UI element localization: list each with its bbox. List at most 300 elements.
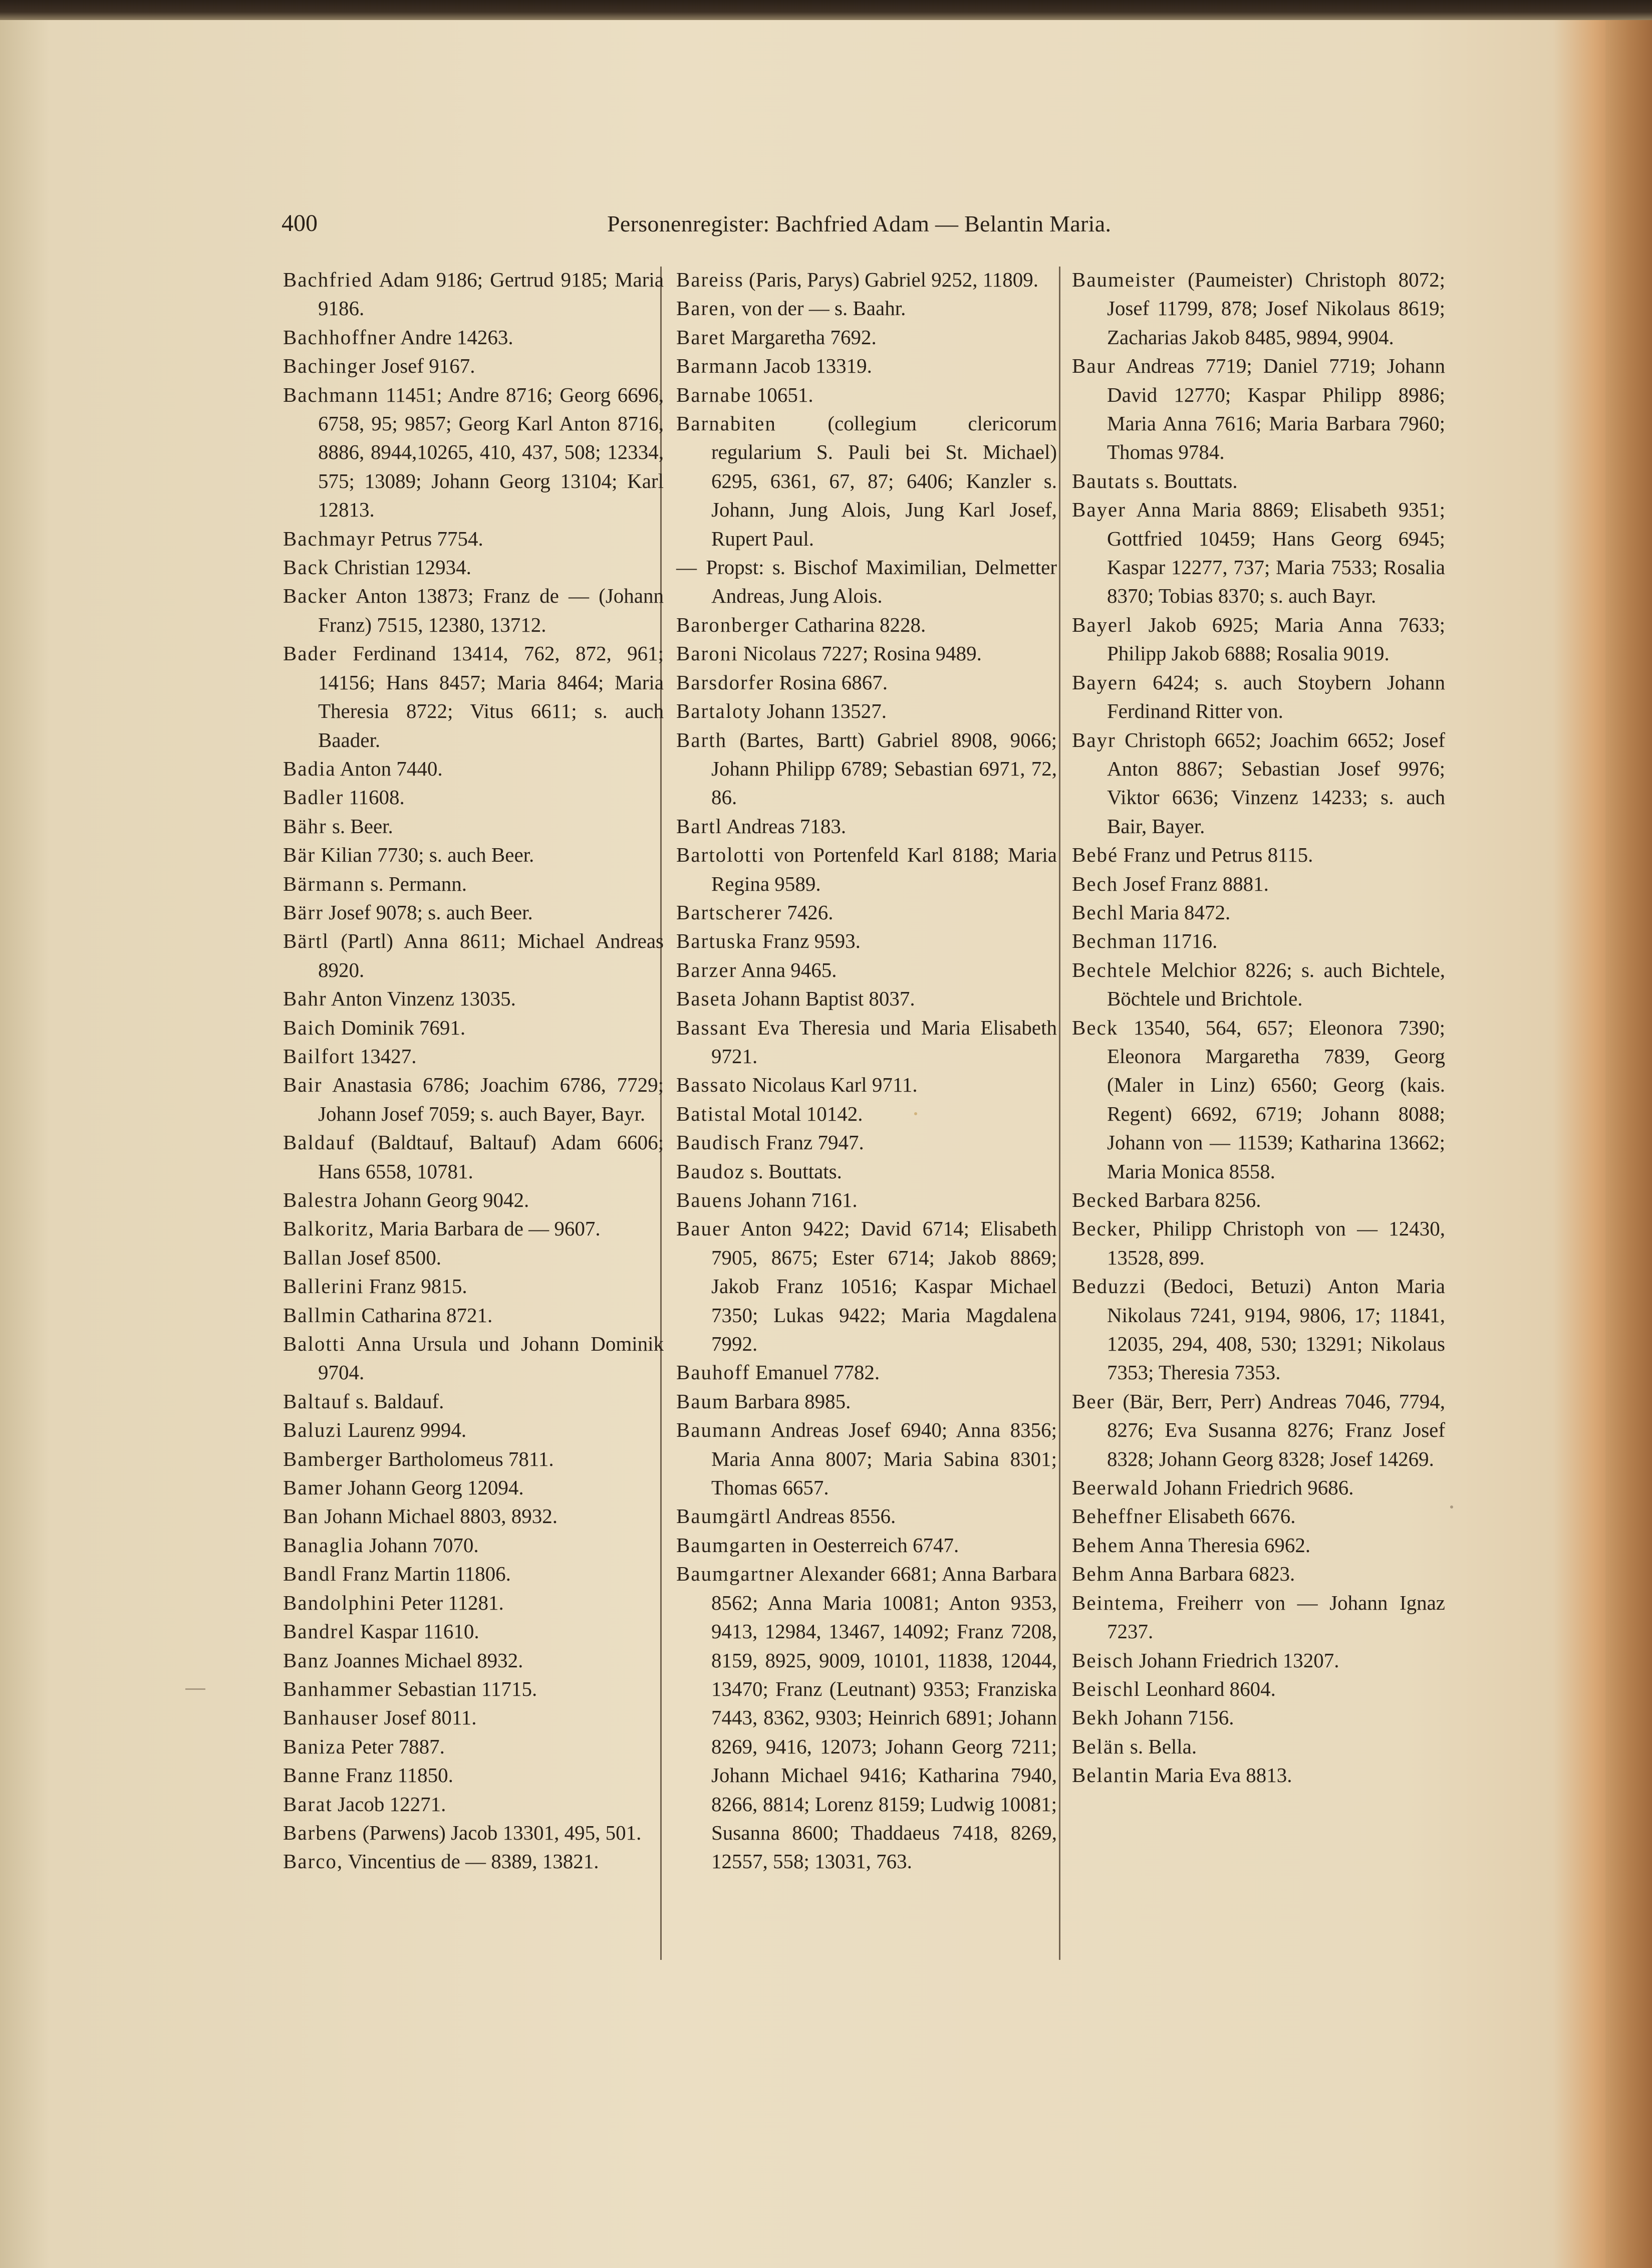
entry-references: Johann Georg 9042. bbox=[363, 1188, 529, 1211]
index-entry bbox=[1072, 1473, 1445, 1502]
entry-headword: Bekh bbox=[1072, 1706, 1120, 1729]
index-entry bbox=[676, 381, 1057, 409]
entry-references: Josef 8011. bbox=[384, 1706, 477, 1729]
index-entry bbox=[283, 1560, 664, 1588]
index-entry bbox=[676, 294, 1057, 323]
entry-references: Laurenz 9994. bbox=[348, 1418, 467, 1442]
entry-headword: Bayerl bbox=[1072, 613, 1133, 636]
entry-references: Johann 7156. bbox=[1124, 1706, 1234, 1729]
entry-headword: Bader bbox=[283, 642, 337, 665]
entry-references: Maria Eva 8813. bbox=[1155, 1763, 1292, 1787]
entry-references: s. Beer. bbox=[332, 814, 393, 838]
index-entry bbox=[283, 1847, 664, 1876]
entry-references: Josef Franz 8881. bbox=[1123, 872, 1269, 895]
index-entry bbox=[283, 1014, 664, 1042]
index-entry bbox=[1072, 611, 1445, 668]
index-entry bbox=[676, 898, 1057, 927]
entry-headword: Bayern bbox=[1072, 670, 1138, 694]
entry-headword: Bebé bbox=[1072, 843, 1119, 867]
entry-headword: Baldauf bbox=[283, 1131, 355, 1154]
entry-headword: Baren, bbox=[676, 297, 737, 320]
entry-references: 11451; Andre 8716; Georg 6696, 6758, 95; 9857; Georg Karl Anton 8716, 8886, 8944,10265, 410, 437, 508; 12334, 575; 13089; Johann Georg 13104; Karl 12813. bbox=[318, 383, 664, 522]
entry-references: Catharina 8721. bbox=[361, 1303, 493, 1327]
entry-headword: Behem bbox=[1072, 1533, 1136, 1557]
entry-headword: Bartl bbox=[676, 814, 722, 838]
index-entry bbox=[283, 1387, 664, 1416]
entry-references: (Bär, Berr, Perr) Andreas 7046, 7794, 8276; Eva Susanna 8276; Franz Josef 8328; Johann Georg 8328; Josef 14269. bbox=[1107, 1389, 1446, 1470]
entry-references: Kilian 7730; s. auch Beer. bbox=[321, 843, 534, 867]
entry-headword: — bbox=[676, 556, 698, 579]
index-entry bbox=[1072, 1732, 1445, 1761]
entry-headword: Bech bbox=[1072, 872, 1119, 895]
entry-references: Petrus 7754. bbox=[380, 527, 483, 550]
index-entry bbox=[1072, 266, 1445, 352]
entry-references: Josef 9167. bbox=[381, 354, 475, 378]
index-entry bbox=[676, 1100, 1057, 1128]
entry-headword: Baumgarten bbox=[676, 1533, 787, 1557]
entry-headword: Barzer bbox=[676, 958, 737, 981]
index-entry bbox=[283, 1502, 664, 1531]
entry-headword: Baltauf bbox=[283, 1389, 351, 1413]
index-entry bbox=[676, 352, 1057, 380]
entry-references: Anna Theresia 6962. bbox=[1139, 1533, 1311, 1557]
entry-references: Margaretha 7692. bbox=[731, 325, 877, 349]
entry-references: Catharina 8228. bbox=[794, 613, 926, 636]
index-entry bbox=[1072, 352, 1445, 467]
entry-references: Maria 8472. bbox=[1130, 900, 1231, 924]
index-entry bbox=[676, 1358, 1057, 1387]
entry-headword: Ballerini bbox=[283, 1275, 364, 1298]
entry-headword: Bärr bbox=[283, 900, 324, 924]
entry-headword: Bachmayr bbox=[283, 527, 376, 550]
index-entry bbox=[283, 841, 664, 869]
index-entry bbox=[283, 1071, 664, 1128]
entry-references: Franz 9593. bbox=[762, 929, 861, 953]
entry-references: Peter 7887. bbox=[351, 1734, 445, 1758]
entry-references: Anton 7440. bbox=[340, 757, 443, 780]
index-entry bbox=[676, 927, 1057, 955]
entry-references: 7426. bbox=[787, 900, 834, 924]
entry-references: Propst: s. Bischof Maximilian, Delmetter Andreas, Jung Alois. bbox=[706, 556, 1057, 608]
entry-references: Barbara 8256. bbox=[1145, 1188, 1261, 1211]
index-entry bbox=[1072, 841, 1445, 869]
entry-headword: Baumgartner bbox=[676, 1562, 795, 1586]
entry-references: Rosina 6867. bbox=[779, 670, 888, 694]
entry-headword: Beheffner bbox=[1072, 1504, 1163, 1528]
entry-references: Peter 11281. bbox=[400, 1591, 504, 1614]
entry-references: Dominik 7691. bbox=[341, 1016, 466, 1039]
index-entry bbox=[1072, 1675, 1445, 1703]
entry-headword: Ban bbox=[283, 1504, 320, 1528]
entry-references: Andreas 7719; Daniel 7719; Johann David 12770; Kaspar Philipp 8986; Maria Anna 7616; Maria Barbara 7960; Thomas 9784. bbox=[1107, 354, 1445, 464]
entry-references: Jacob 12271. bbox=[338, 1792, 446, 1816]
index-entry bbox=[676, 1071, 1057, 1099]
entry-references: Motal 10142. bbox=[752, 1102, 863, 1125]
entry-headword: Barsdorfer bbox=[676, 670, 774, 694]
entry-references: Nicolaus Karl 9711. bbox=[752, 1073, 918, 1097]
entry-references: Anastasia 6786; Joachim 6786, 7729; Johann Josef 7059; s. auch Bayer, Bayr. bbox=[318, 1073, 664, 1125]
index-entry bbox=[1072, 898, 1445, 927]
entry-headword: Beischl bbox=[1072, 1677, 1141, 1700]
entry-references: Anna Barbara 6823. bbox=[1129, 1562, 1295, 1586]
index-entry bbox=[676, 1128, 1057, 1157]
index-entry bbox=[283, 754, 664, 783]
entry-references: Freiherr von — Johann Ignaz 7237. bbox=[1107, 1591, 1445, 1643]
entry-headword: Baich bbox=[283, 1016, 336, 1039]
index-entry bbox=[676, 984, 1057, 1013]
page-number: 400 bbox=[282, 210, 318, 236]
index-entry bbox=[283, 1761, 664, 1790]
entry-headword: Bandrel bbox=[283, 1620, 355, 1643]
entry-headword: Baluzi bbox=[283, 1418, 343, 1442]
entry-references: Franz 11850. bbox=[346, 1763, 453, 1787]
entry-headword: Baudoz bbox=[676, 1159, 745, 1183]
entry-references: Franz Martin 11806. bbox=[342, 1562, 511, 1586]
entry-references: Johann 13527. bbox=[766, 699, 887, 723]
entry-references: Johann Michael 8803, 8932. bbox=[324, 1504, 558, 1528]
entry-headword: Belantin bbox=[1072, 1763, 1150, 1787]
entry-references: Johann Baptist 8037. bbox=[742, 987, 915, 1011]
entry-references: Anton Vinzenz 13035. bbox=[331, 987, 516, 1011]
ink-smudge bbox=[185, 1688, 205, 1690]
entry-headword: Bärtl bbox=[283, 929, 329, 953]
index-entry bbox=[1072, 956, 1445, 1014]
entry-headword: Belän bbox=[1072, 1734, 1125, 1758]
entry-headword: Ballmin bbox=[283, 1303, 357, 1327]
entry-references: s. Bouttats. bbox=[1146, 469, 1238, 492]
index-entry bbox=[676, 841, 1057, 898]
index-entry bbox=[283, 812, 664, 841]
entry-references: Vincentius de — 8389, 13821. bbox=[348, 1850, 599, 1873]
entry-headword: Bamer bbox=[283, 1476, 343, 1499]
index-entry bbox=[283, 1445, 664, 1473]
entry-headword: Banhauser bbox=[283, 1706, 379, 1729]
index-entry bbox=[283, 1416, 664, 1444]
index-entry bbox=[1072, 1502, 1445, 1531]
index-entry bbox=[1072, 1531, 1445, 1560]
entry-headword: Baudisch bbox=[676, 1131, 761, 1154]
entry-references: Ferdinand 13414, 762, 872, 961; 14156; Hans 8457; Maria 8464; Maria Theresia 8722; Vitus 6611; s. auch Baader. bbox=[318, 642, 664, 751]
entry-references: Franz und Petrus 8115. bbox=[1123, 843, 1313, 867]
entry-headword: Bachinger bbox=[283, 354, 377, 378]
entry-references: (Partl) Anna 8611; Michael Andreas 8920. bbox=[318, 929, 664, 981]
entry-headword: Balotti bbox=[283, 1332, 346, 1356]
entry-references: s. Bella. bbox=[1130, 1734, 1197, 1758]
entry-headword: Balkoritz, bbox=[283, 1217, 375, 1240]
entry-headword: Barnabe bbox=[676, 383, 752, 406]
index-entry bbox=[676, 323, 1057, 352]
index-entry bbox=[676, 1014, 1057, 1071]
ink-smudge bbox=[914, 1112, 917, 1115]
entry-headword: Baroni bbox=[676, 642, 738, 665]
column-divider bbox=[1059, 267, 1060, 1960]
index-entry bbox=[283, 381, 664, 525]
index-entry bbox=[676, 409, 1057, 553]
entry-headword: Barbens bbox=[283, 1821, 358, 1844]
entry-headword: Bechman bbox=[1072, 929, 1157, 953]
entry-references: von der — s. Baahr. bbox=[741, 297, 906, 320]
entry-headword: Banaglia bbox=[283, 1533, 364, 1557]
entry-headword: Beck bbox=[1072, 1016, 1119, 1039]
entry-headword: Bareiss bbox=[676, 268, 744, 291]
index-entry bbox=[676, 266, 1057, 294]
entry-headword: Baronberger bbox=[676, 613, 790, 636]
index-entry bbox=[283, 525, 664, 553]
entry-headword: Bartuska bbox=[676, 929, 757, 953]
entry-references: (Baldtauf, Baltauf) Adam 6606; Hans 6558, 10781. bbox=[318, 1131, 664, 1183]
index-entry bbox=[1072, 1761, 1445, 1790]
page-edge-shadow bbox=[1605, 20, 1652, 2268]
entry-references: Anton 9422; David 6714; Elisabeth 7905, 8675; Ester 6714; Jakob 8869; Jakob Franz 10516; Kaspar Michael 7350; Lukas 9422; Maria Magdalena 7992. bbox=[711, 1217, 1057, 1356]
entry-references: Jakob 6925; Maria Anna 7633; Philipp Jakob 6888; Rosalia 9019. bbox=[1107, 613, 1445, 665]
index-entry bbox=[1072, 668, 1445, 726]
entry-headword: Bayer bbox=[1072, 498, 1126, 522]
index-entry bbox=[1072, 1387, 1445, 1473]
entry-references: Andreas 8556. bbox=[776, 1504, 896, 1528]
index-entry bbox=[283, 582, 664, 639]
entry-headword: Bartscherer bbox=[676, 900, 782, 924]
entry-references: Johann Georg 12094. bbox=[348, 1476, 524, 1499]
index-entry bbox=[1072, 495, 1445, 611]
index-entry bbox=[676, 1531, 1057, 1560]
entry-references: s. Baldauf. bbox=[355, 1389, 444, 1413]
entry-headword: Bähr bbox=[283, 814, 327, 838]
entry-headword: Bassant bbox=[676, 1016, 747, 1039]
entry-references: Christoph 6652; Joachim 6652; Josef Anton 8867; Sebastian Josef 9976; Viktor 6636; Vinzenz 14233; s. auch Bair, Bayer. bbox=[1107, 728, 1445, 838]
entry-headword: Bärmann bbox=[283, 872, 366, 895]
entry-headword: Becker, bbox=[1072, 1217, 1142, 1240]
entry-headword: Bauer bbox=[676, 1217, 730, 1240]
entry-references: in Oesterreich 6747. bbox=[791, 1533, 959, 1557]
entry-references: Franz 9815. bbox=[369, 1275, 467, 1298]
entry-references: Kaspar 11610. bbox=[360, 1620, 479, 1643]
entry-references: (Parwens) Jacob 13301, 495, 501. bbox=[362, 1821, 642, 1844]
entry-references: Anna Ursula und Johann Dominik 9704. bbox=[318, 1332, 664, 1384]
index-entry bbox=[283, 783, 664, 812]
entry-references: 11608. bbox=[349, 786, 405, 809]
index-entry bbox=[283, 1330, 664, 1387]
entry-headword: Bechtele bbox=[1072, 958, 1152, 981]
entry-headword: Bachmann bbox=[283, 383, 379, 406]
entry-headword: Beer bbox=[1072, 1389, 1115, 1413]
index-entry bbox=[1072, 870, 1445, 898]
entry-headword: Barat bbox=[283, 1792, 333, 1816]
entry-headword: Bailfort bbox=[283, 1044, 355, 1068]
entry-references: Philipp Christoph von — 12430, 13528, 899. bbox=[1107, 1217, 1446, 1269]
entry-headword: Baumgärtl bbox=[676, 1504, 772, 1528]
entry-headword: Bartolotti bbox=[676, 843, 765, 867]
entry-references: 11716. bbox=[1162, 929, 1218, 953]
entry-headword: Barnabiten bbox=[676, 412, 776, 435]
index-entry bbox=[283, 984, 664, 1013]
entry-headword: Bär bbox=[283, 843, 316, 867]
index-entry bbox=[1072, 467, 1445, 495]
entry-references: (Paris, Parys) Gabriel 9252, 11809. bbox=[748, 268, 1039, 291]
index-entry bbox=[1072, 1646, 1445, 1675]
page-title: Personenregister: Bachfried Adam — Belantin Maria. bbox=[607, 211, 1112, 236]
index-entry bbox=[283, 1589, 664, 1617]
index-entry bbox=[676, 812, 1057, 841]
entry-references: Johann 7161. bbox=[747, 1188, 858, 1211]
entry-references: 10651. bbox=[756, 383, 813, 406]
entry-references: (Paumeister) Christoph 8072; Josef 11799, 878; Josef Nikolaus 8619; Zacharias Jakob 8485, 9894, 9904. bbox=[1107, 268, 1445, 349]
entry-references: Leonhard 8604. bbox=[1146, 1677, 1276, 1700]
entry-references: 6424; s. auch Stoybern Johann Ferdinand Ritter von. bbox=[1107, 670, 1445, 723]
index-entry bbox=[283, 1301, 664, 1330]
index-entry bbox=[283, 639, 664, 754]
entry-references: s. Bouttats. bbox=[750, 1159, 842, 1183]
index-entry bbox=[283, 1473, 664, 1502]
entry-references: Anton 13873; Franz de — (Johann Franz) 7515, 12380, 13712. bbox=[318, 584, 664, 636]
entry-headword: Back bbox=[283, 556, 330, 579]
entry-references: Johann 7070. bbox=[369, 1533, 479, 1557]
entry-headword: Bachhoffner bbox=[283, 325, 397, 349]
index-entry bbox=[676, 668, 1057, 697]
index-entry bbox=[676, 553, 1057, 611]
index-entry bbox=[676, 1157, 1057, 1186]
index-entry bbox=[283, 1617, 664, 1646]
index-entry bbox=[676, 1186, 1057, 1214]
index-entry bbox=[676, 1416, 1057, 1502]
index-entry bbox=[283, 1675, 664, 1703]
index-entry bbox=[283, 1531, 664, 1560]
entry-references: (collegium clericorum regularium S. Pauli bei St. Michael) 6295, 6361, 67, 87; 6406; Kanzler s. Johann, Jung Alois, Jung Karl Josef, Rupert Paul. bbox=[711, 412, 1057, 550]
entry-headword: Baseta bbox=[676, 987, 737, 1011]
entry-headword: Baumeister bbox=[1072, 268, 1176, 291]
entry-references: (Bedoci, Betuzi) Anton Maria Nikolaus 7241, 9194, 9806, 17; 11841, 12035, 294, 408, 530; 13291; Nikolaus 7353; Theresia 7353. bbox=[1107, 1275, 1445, 1384]
entry-references: s. Permann. bbox=[370, 872, 467, 895]
index-entry bbox=[1072, 1589, 1445, 1646]
entry-references: Joannes Michael 8932. bbox=[334, 1648, 523, 1672]
entry-headword: Bassato bbox=[676, 1073, 747, 1097]
entry-headword: Bachfried bbox=[283, 268, 373, 291]
entry-references: Barbara 8985. bbox=[734, 1389, 851, 1413]
index-entry bbox=[676, 1502, 1057, 1531]
index-column-3 bbox=[1072, 266, 1445, 1790]
entry-headword: Banne bbox=[283, 1763, 341, 1787]
index-entry bbox=[676, 956, 1057, 984]
entry-headword: Ballan bbox=[283, 1245, 343, 1269]
entry-references: Nicolaus 7227; Rosina 9489. bbox=[743, 642, 982, 665]
entry-references: von Portenfeld Karl 8188; Maria Regina 9589. bbox=[711, 843, 1057, 895]
index-entry bbox=[283, 870, 664, 898]
entry-headword: Becked bbox=[1072, 1188, 1140, 1211]
entry-references: Christian 12934. bbox=[334, 556, 471, 579]
entry-headword: Bauens bbox=[676, 1188, 743, 1211]
index-entry bbox=[283, 1186, 664, 1214]
entry-references: Jacob 13319. bbox=[763, 354, 872, 378]
index-entry bbox=[283, 1703, 664, 1732]
index-entry bbox=[283, 927, 664, 984]
entry-headword: Balestra bbox=[283, 1188, 359, 1211]
index-entry bbox=[1072, 1703, 1445, 1732]
entry-references: Josef 9078; s. auch Beer. bbox=[329, 900, 533, 924]
index-entry bbox=[676, 1387, 1057, 1416]
ink-smudge bbox=[1450, 1505, 1453, 1508]
entry-headword: Bauhoff bbox=[676, 1361, 750, 1384]
entry-headword: Beduzzi bbox=[1072, 1275, 1147, 1298]
entry-headword: Baumann bbox=[676, 1418, 762, 1442]
index-entry bbox=[283, 1732, 664, 1761]
index-entry bbox=[283, 1272, 664, 1301]
entry-references: Andreas Josef 6940; Anna 8356; Maria Anna 8007; Maria Sabina 8301; Thomas 6657. bbox=[711, 1418, 1057, 1499]
entry-headword: Bechl bbox=[1072, 900, 1125, 924]
index-entry bbox=[283, 1128, 664, 1186]
index-entry bbox=[1072, 1186, 1445, 1214]
entry-headword: Beisch bbox=[1072, 1648, 1134, 1672]
index-entry bbox=[283, 553, 664, 582]
index-column-2 bbox=[676, 266, 1057, 1876]
entry-references: (Bartes, Bartt) Gabriel 8908, 9066; Johann Philipp 6789; Sebastian 6971, 72, 86. bbox=[711, 728, 1057, 809]
index-entry bbox=[1072, 1214, 1445, 1272]
entry-references: Josef 8500. bbox=[348, 1245, 442, 1269]
index-entry bbox=[1072, 927, 1445, 955]
entry-headword: Bair bbox=[283, 1073, 323, 1097]
index-entry bbox=[283, 323, 664, 352]
entry-headword: Barco, bbox=[283, 1850, 344, 1873]
entry-references: Anna 9465. bbox=[741, 958, 837, 981]
index-entry bbox=[676, 726, 1057, 812]
index-entry bbox=[676, 639, 1057, 668]
entry-references: Elisabeth 6676. bbox=[1168, 1504, 1296, 1528]
index-entry bbox=[283, 1646, 664, 1675]
entry-references: Franz 7947. bbox=[765, 1131, 864, 1154]
entry-headword: Bamberger bbox=[283, 1447, 383, 1470]
entry-headword: Behm bbox=[1072, 1562, 1125, 1586]
entry-headword: Barth bbox=[676, 728, 727, 751]
index-entry bbox=[283, 1243, 664, 1272]
entry-headword: Bandolphini bbox=[283, 1591, 396, 1614]
entry-headword: Bayr bbox=[1072, 728, 1116, 751]
index-entry bbox=[676, 1214, 1057, 1358]
entry-headword: Bartaloty bbox=[676, 699, 762, 723]
entry-references: 13540, 564, 657; Eleonora 7390; Eleonora Margaretha 7839, Georg (Maler in Linz) 6560; Georg (kais. Regent) 6692, 6719; Johann 8088; Johann von — 11539; Katharina 13662; Maria Monica 8558. bbox=[1107, 1016, 1445, 1183]
entry-headword: Bautats bbox=[1072, 469, 1141, 492]
index-entry bbox=[283, 1042, 664, 1071]
entry-references: Johann Friedrich 13207. bbox=[1139, 1648, 1339, 1672]
entry-headword: Bandl bbox=[283, 1562, 337, 1586]
index-entry bbox=[1072, 1014, 1445, 1186]
index-entry bbox=[676, 697, 1057, 725]
entry-references: 13427. bbox=[360, 1044, 417, 1068]
index-entry bbox=[283, 1819, 664, 1847]
index-entry bbox=[283, 1214, 664, 1243]
entry-headword: Badler bbox=[283, 786, 344, 809]
entry-headword: Beintema, bbox=[1072, 1591, 1165, 1614]
entry-headword: Backer bbox=[283, 584, 348, 608]
entry-headword: Banhammer bbox=[283, 1677, 393, 1700]
index-entry bbox=[283, 898, 664, 927]
index-entry bbox=[283, 266, 664, 323]
index-entry bbox=[1072, 1560, 1445, 1588]
entry-headword: Baniza bbox=[283, 1734, 346, 1758]
entry-references: Melchior 8226; s. auch Bichtele, Böchtele und Brichtole. bbox=[1107, 958, 1445, 1011]
entry-headword: Bahr bbox=[283, 987, 327, 1011]
entry-references: Alexander 6681; Anna Barbara 8562; Anna Maria 10081; Anton 9353, 9413, 12984, 13467, 14092; Franz 7208, 8159, 8925, 9009, 10101, 11838, 12044, 13470; Franz (Leutnant) 9353; Franziska 7443, 8362, 9303; Heinrich 6891; Johann 8269, 9416, 12073; Johann Georg 7211; Johann Michael 9416; Katharina 7940, 8266, 8814; Lorenz 8159; Ludwig 10081; Susanna 8600; Thaddaeus 7418, 8269, 12557, 558; 13031, 763. bbox=[711, 1562, 1057, 1873]
entry-references: Emanuel 7782. bbox=[755, 1361, 880, 1384]
index-entry bbox=[1072, 1272, 1445, 1387]
running-head bbox=[0, 209, 1652, 239]
entry-references: Eva Theresia und Maria Elisabeth 9721. bbox=[711, 1016, 1057, 1068]
entry-references: Andre 14263. bbox=[400, 325, 513, 349]
index-entry bbox=[676, 611, 1057, 639]
entry-references: Andreas 7183. bbox=[726, 814, 847, 838]
entry-references: Adam 9186; Gertrud 9185; Maria 9186. bbox=[318, 268, 664, 320]
index-entry bbox=[676, 1560, 1057, 1876]
entry-references: Johann Friedrich 9686. bbox=[1164, 1476, 1354, 1499]
scan-top-edge bbox=[0, 0, 1652, 20]
entry-references: Bartholomeus 7811. bbox=[388, 1447, 554, 1470]
